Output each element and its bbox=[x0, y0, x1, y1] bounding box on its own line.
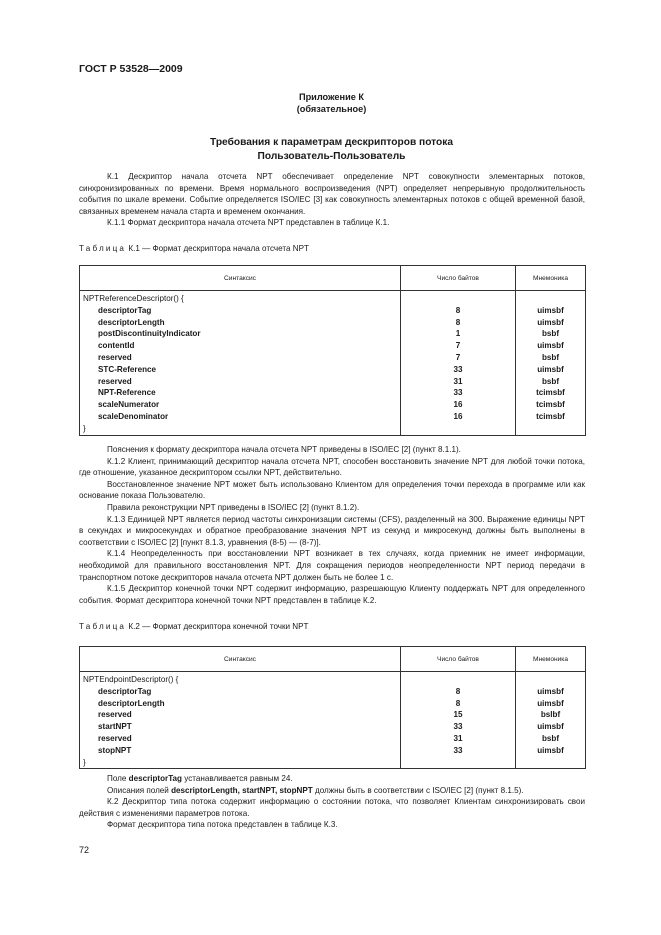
table-row bbox=[80, 721, 586, 733]
paragraph: Правила реконструкции NPT приведены в ISO/IEC [2] (пункт 8.1.2). bbox=[107, 502, 360, 512]
mnemonic-cell: uimsbf bbox=[516, 698, 586, 710]
page-number: 72 bbox=[79, 845, 90, 855]
table-row bbox=[80, 340, 586, 352]
table2-caption bbox=[79, 622, 308, 631]
struct-close: } bbox=[80, 423, 401, 435]
paragraph: К.2 Дескриптор типа потока содержит информацию о состоянии потока, что позволяет Клиентам синхронизировать свои действия с изменениями параметров потока. bbox=[79, 797, 585, 818]
bytes-cell: 33 bbox=[401, 364, 516, 376]
mnemonic-cell: tcimsbf bbox=[516, 399, 586, 411]
tail-text bbox=[79, 773, 585, 831]
paragraph: Пояснения к формату дескриптора начала отсчета NPT приведены в ISO/IEC [2] (пункт 8.1.1). bbox=[107, 445, 461, 454]
field-name-cell: STC-Reference bbox=[80, 364, 401, 376]
column-header-mnemonic: Мнемоника bbox=[516, 266, 586, 291]
table-row bbox=[80, 411, 586, 423]
document-header: ГОСТ Р 53528—2009 bbox=[79, 63, 183, 75]
field-name-cell: NPT-Reference bbox=[80, 387, 401, 399]
field-name-cell: reserved bbox=[80, 709, 401, 721]
column-header-bytes: Число байтов bbox=[401, 647, 516, 672]
annex-title-line1: Требования к параметрам дескрипторов потока bbox=[209, 137, 454, 148]
field-name: descriptorLength, startNPT, stopNPT bbox=[171, 785, 313, 795]
mnemonic-cell: uimsbf bbox=[516, 305, 586, 317]
paragraph: Восстановленное значение NPT может быть использовано Клиентом для определения точки перехода в программе или как основание показа Пользователю. bbox=[79, 479, 585, 501]
table-row bbox=[80, 709, 586, 721]
mnemonic-cell: tcimsbf bbox=[516, 411, 586, 423]
mnemonic-cell: tcimsbf bbox=[516, 387, 586, 399]
table-row bbox=[80, 686, 586, 698]
text-span: Поле bbox=[107, 774, 129, 783]
field-name-cell: postDiscontinuityIndicator bbox=[80, 328, 401, 340]
text-span: устанавливается равным 24. bbox=[182, 774, 293, 783]
mnemonic-cell: uimsbf bbox=[516, 340, 586, 352]
table-row bbox=[80, 745, 586, 757]
caption-text: К.2 — Формат дескриптора конечной точки NPT bbox=[128, 622, 309, 631]
table-row bbox=[80, 317, 586, 329]
annex-title bbox=[79, 136, 584, 164]
field-name-cell: reserved bbox=[80, 376, 401, 388]
bytes-cell: 16 bbox=[401, 411, 516, 423]
field-name-cell: descriptorLength bbox=[80, 317, 401, 329]
field-name-cell: descriptorTag bbox=[80, 305, 401, 317]
bytes-cell: 31 bbox=[401, 733, 516, 745]
annex-label: Приложение К bbox=[298, 92, 365, 102]
table1-caption bbox=[79, 244, 309, 253]
table-row bbox=[80, 387, 586, 399]
bytes-cell: 33 bbox=[401, 387, 516, 399]
paragraph: К.1 Дескриптор начала отсчета NPT обеспечивает определение NPT совокупности элементарных потоков, синхронизированных по времени. Время нормального воспроизведения (NPT) определяет непрерывную продолжительность события по шкале времени. Событие определяется ISO/IEC [3] как совокупность элементарных потоков с общей временной базой, связанных временем начала старта и временем окончания. bbox=[79, 172, 585, 216]
table1 bbox=[79, 265, 586, 436]
field-name-cell: stopNPT bbox=[80, 745, 401, 757]
table-row bbox=[80, 328, 586, 340]
column-header-mnemonic: Мнемоника bbox=[516, 647, 586, 672]
paragraph: К.1.5 Дескриптор конечной точки NPT содержит информацию, разрешающую Клиенту поддержать NPT для определенного события. Формат дескриптора конечной точки NPT представлен в таблице К.2. bbox=[79, 584, 585, 605]
field-name-cell: contentId bbox=[80, 340, 401, 352]
bytes-cell: 33 bbox=[401, 745, 516, 757]
paragraph: К.1.4 Неопределенность при восстановлении NPT возникает в тех случаях, когда приемник не имеет информации, необходимой для правильного восстановления NPT. Для сокращения периодов неопределенности NPT период передачи в транспортном потоке дескрипторов начала отсчета NPT должен быть не более 1 с. bbox=[79, 549, 585, 582]
field-name-cell: descriptorTag bbox=[80, 686, 401, 698]
paragraph: К.1.2 Клиент, принимающий дескриптор начала отсчета NPT, способен восстановить значение NPT для любой точки потока, где отношение, указанное дескриптором ссылки NPT, действительно. bbox=[79, 456, 585, 478]
bytes-cell: 7 bbox=[401, 352, 516, 364]
field-name-cell: reserved bbox=[80, 352, 401, 364]
paragraph: Формат дескриптора типа потока представлен в таблице К.3. bbox=[107, 820, 338, 830]
bytes-cell: 16 bbox=[401, 399, 516, 411]
annex-title-line2: Пользователь-Пользователь bbox=[257, 151, 406, 162]
field-name-cell: scaleDenominator bbox=[80, 411, 401, 423]
field-name-cell: scaleNumerator bbox=[80, 399, 401, 411]
column-header-syntax: Синтаксис bbox=[80, 266, 401, 291]
paragraph bbox=[79, 773, 585, 785]
bytes-cell: 8 bbox=[401, 686, 516, 698]
mnemonic-cell: uimsbf bbox=[516, 721, 586, 733]
intro-text bbox=[79, 171, 585, 229]
annex-heading bbox=[79, 91, 584, 115]
caption-prefix: Таблица bbox=[79, 244, 127, 253]
paragraph: К.1.1 Формат дескриптора начала отсчета NPT представлен в таблице К.1. bbox=[107, 218, 390, 228]
table-row bbox=[80, 399, 586, 411]
caption-text: К.1 — Формат дескриптора начала отсчета NPT bbox=[128, 244, 309, 253]
annex-status: (обязательное) bbox=[296, 104, 367, 114]
bytes-cell: 1 bbox=[401, 328, 516, 340]
bytes-cell: 15 bbox=[401, 709, 516, 721]
paragraph bbox=[79, 785, 585, 797]
mnemonic-cell: uimsbf bbox=[516, 317, 586, 329]
field-name-cell: startNPT bbox=[80, 721, 401, 733]
bytes-cell: 8 bbox=[401, 317, 516, 329]
mnemonic-cell: bslbf bbox=[516, 709, 586, 721]
paragraph: К.1.3 Единицей NPT является период частоты синхронизации системы (CFS), разделенный на 300. Выражение единицы NPT в секундах и микросекундах и обратное преобразование значения NPT из секунд и микросекунд должны быть выполнены в соответствии с ISO/IEC [2] [пункт 8.1.3, уравнения (8-5) — (8-7)]. bbox=[79, 514, 585, 547]
mnemonic-cell: uimsbf bbox=[516, 686, 586, 698]
bytes-cell: 8 bbox=[401, 305, 516, 317]
table-row bbox=[80, 423, 586, 435]
mnemonic-cell: uimsbf bbox=[516, 745, 586, 757]
column-header-syntax: Синтаксис bbox=[80, 647, 401, 672]
table-row bbox=[80, 733, 586, 745]
mnemonic-cell: uimsbf bbox=[516, 364, 586, 376]
field-name-cell: reserved bbox=[80, 733, 401, 745]
text-span: Описания полей bbox=[107, 785, 172, 795]
table-row bbox=[80, 352, 586, 364]
mnemonic-cell: bsbf bbox=[516, 376, 586, 388]
text-span: должны быть в соответствии с ISO/IEC [2] (пункт 8.1.5). bbox=[312, 785, 524, 795]
table-row bbox=[80, 364, 586, 376]
struct-open: NPTEndpointDescriptor() { bbox=[80, 672, 401, 686]
mnemonic-cell: bsbf bbox=[516, 352, 586, 364]
field-name: descriptorTag bbox=[128, 774, 182, 783]
body-text bbox=[79, 444, 585, 606]
bytes-cell: 31 bbox=[401, 376, 516, 388]
table-row bbox=[80, 305, 586, 317]
struct-open: NPTReferenceDescriptor() { bbox=[80, 291, 401, 305]
column-header-bytes: Число байтов bbox=[401, 266, 516, 291]
struct-close: } bbox=[80, 757, 401, 769]
bytes-cell: 7 bbox=[401, 340, 516, 352]
table-row bbox=[80, 757, 586, 769]
mnemonic-cell: bsbf bbox=[516, 328, 586, 340]
table-row bbox=[80, 376, 586, 388]
field-name-cell: descriptorLength bbox=[80, 698, 401, 710]
mnemonic-cell: bsbf bbox=[516, 733, 586, 745]
bytes-cell: 8 bbox=[401, 698, 516, 710]
caption-prefix: Таблица bbox=[79, 622, 127, 631]
table-row bbox=[80, 698, 586, 710]
bytes-cell: 33 bbox=[401, 721, 516, 733]
table2 bbox=[79, 646, 586, 769]
